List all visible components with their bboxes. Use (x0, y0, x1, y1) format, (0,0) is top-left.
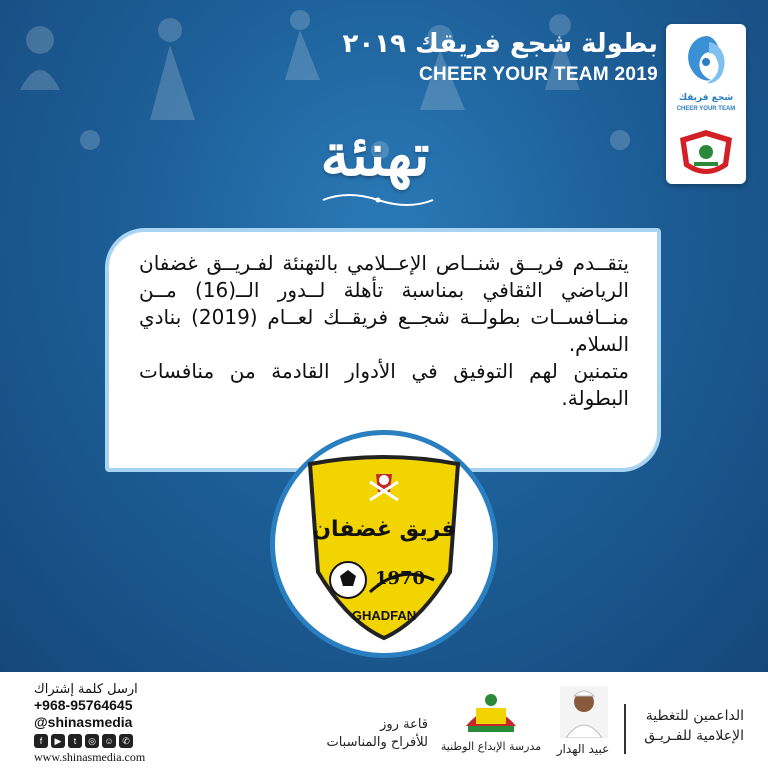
subscribe-note: ارسل كلمة إشتراك (34, 682, 138, 697)
football-icon (330, 562, 366, 598)
badge-arabic-name: فريق غضفان (312, 517, 456, 542)
website-link[interactable]: www.shinasmedia.com (34, 750, 146, 764)
badge-year: 1970 (374, 568, 426, 589)
congratulations-heading: تهنئة (320, 121, 430, 189)
logo-arabic-text: شجع فريقك (678, 93, 734, 103)
logo-english-text: CHEER YOUR TEAM (676, 106, 736, 112)
social-icons (34, 734, 194, 748)
twitter-icon[interactable]: t (68, 734, 82, 748)
sponsor-hall (318, 716, 428, 752)
ghadfan-club-badge (300, 452, 468, 642)
whatsapp-icon[interactable]: ✆ (119, 734, 133, 748)
snapchat-icon[interactable]: ☺ (102, 734, 116, 748)
message-text (139, 250, 629, 412)
calligraphy-ornament (318, 190, 438, 210)
message-paragraph-2: متمنين لهم التوفيق في الأدوار القادمة من منافسات البطولة. (139, 359, 629, 410)
youtube-icon[interactable]: ▶ (51, 734, 65, 748)
sponsors-heading-line-2: الإعلامية للفـريـق (644, 728, 744, 744)
sponsor-hall-line-2: للأفراح والمناسبات (326, 735, 428, 750)
al-salam-club-crest (676, 128, 736, 182)
championship-title: بطولة شجع فريقك ٢٠١٩ (342, 29, 658, 59)
contact-block (34, 682, 194, 765)
phone-number: +968-95764645 (34, 697, 133, 713)
cheer-your-team-logo (671, 28, 741, 126)
message-paragraph-1: يتقــدم فريــق شنــاص الإعــلامي بالتهنئة لفـريــق غضفان الرياضي الثقافي بمناسبة تأهلة لــدور الــ(16) مــن منــافســات بطولــة شجــع فريقــك لعــام (2019) بنادي السلام. (139, 251, 629, 356)
sponsors-heading (624, 706, 744, 746)
social-handle: @shinasmedia (34, 714, 133, 730)
sponsor-hall-line-1: قاعة روز (380, 717, 428, 732)
school-logo (462, 686, 520, 736)
championship-subtitle: CHEER YOUR TEAM 2019 (419, 64, 658, 85)
facebook-icon[interactable]: f (34, 734, 48, 748)
instagram-icon[interactable]: ◎ (85, 734, 99, 748)
sponsor-obaid-name: عبيد الهدار (556, 742, 610, 756)
obaid-portrait (560, 686, 608, 738)
sponsor-logo-card (666, 24, 746, 184)
badge-english-name: GHADFAN (351, 608, 417, 623)
sponsors-heading-line-1: الداعمين للتغطية (645, 708, 744, 724)
sponsor-school-name: مدرسة الإبداع الوطنية (440, 740, 542, 753)
